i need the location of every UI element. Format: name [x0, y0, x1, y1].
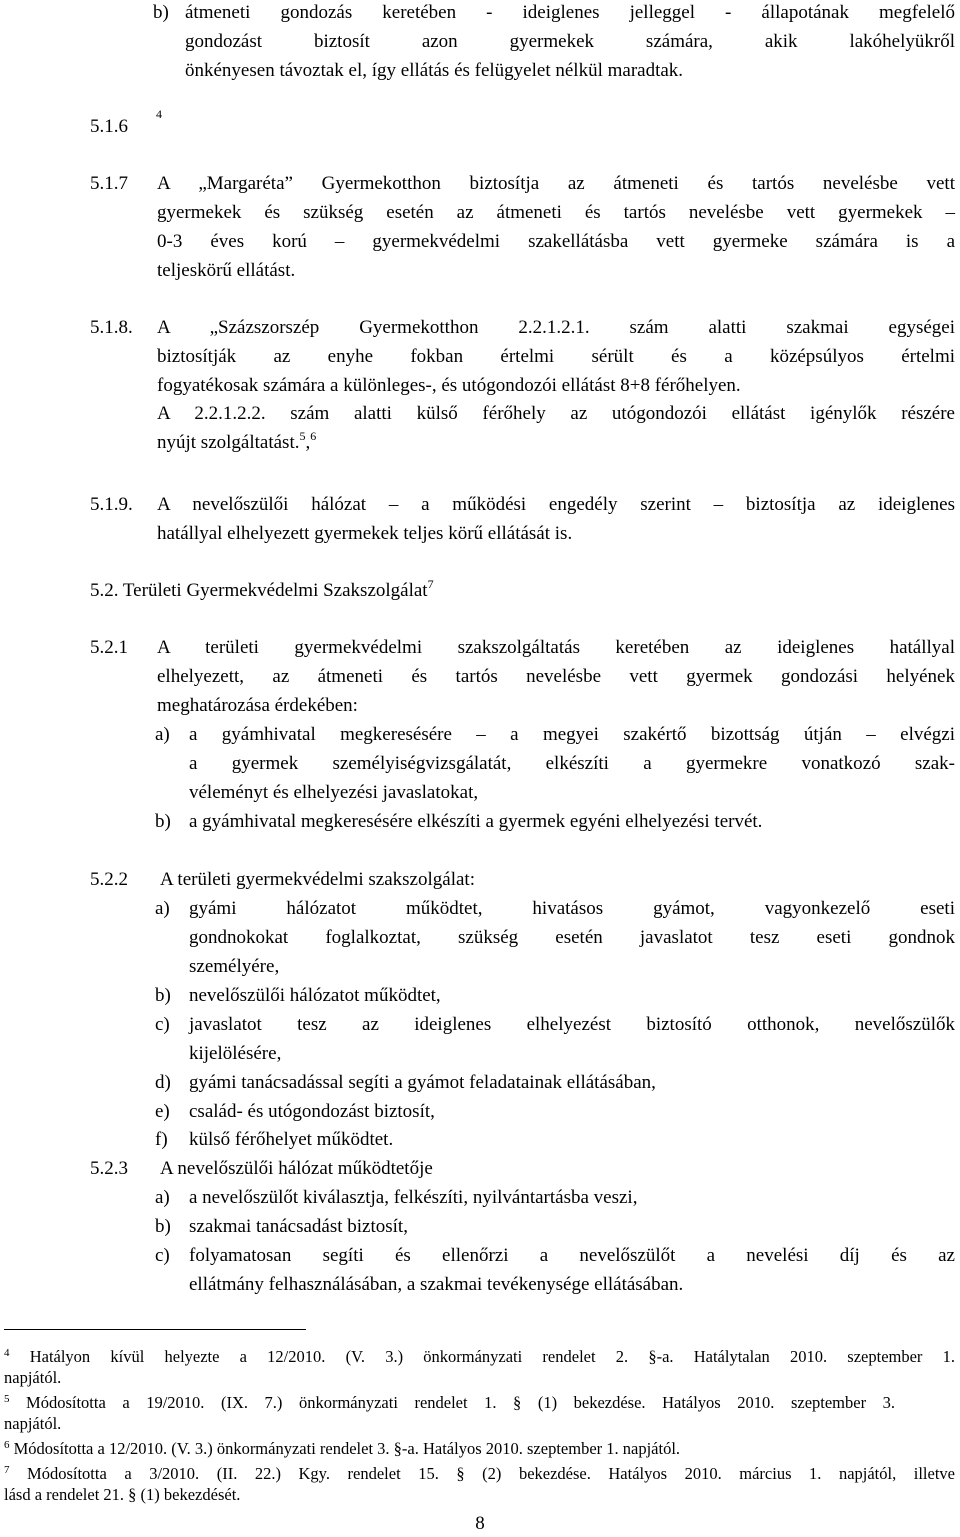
footnote-ref-5: 5	[299, 429, 306, 443]
section-5-2-3-item-c-line-1: folyamatosan segíti és ellenőrzi a nevelőszülőt a nevelési díj és az	[189, 1245, 955, 1266]
section-5-1-8-number: 5.1.8.	[90, 317, 133, 338]
section-5-2-3-item-a-label: a)	[155, 1187, 170, 1208]
section-5-2-2-title: A területi gyermekvédelmi szakszolgálat:	[160, 869, 475, 890]
section-5-2-1-item-a-line-2: a gyermek személyiségvizsgálatát, elkészíti a gyermekre vonatkozó szak-	[189, 753, 955, 774]
section-5-1-8-line-2: biztosítják az enyhe fokban értelmi sérült és a középsúlyos értelmi	[157, 346, 955, 367]
footnote-5-text: Módosította a 19/2010. (IX. 7.) önkormányzati rendelet 1. § (1) bekezdése. Hatályos 2010. szeptember 3.	[26, 1393, 895, 1412]
section-5-2-2-item-a-line-3: személyére,	[189, 956, 280, 977]
section-5-2-2-item-a-label: a)	[155, 898, 170, 919]
item-b-line-2: gondozást biztosít azon gyermekek számára, akik lakóhelyükről	[185, 31, 955, 52]
section-5-2-2-item-c-line-1: javaslatot tesz az ideiglenes elhelyezést biztosító otthonok, nevelőszülők	[189, 1014, 955, 1035]
footnote-6-line-1	[4, 1438, 680, 1459]
section-5-2-3-number: 5.2.3	[90, 1158, 128, 1179]
footnote-ref-6: 6	[310, 429, 317, 443]
section-5-2-3-item-c-line-2: ellátmány felhasználásában, a szakmai tevékenysége ellátásában.	[189, 1274, 684, 1295]
section-5-2-3-item-a-line-1: a nevelőszülőt kiválasztja, felkészíti, nyilvántartásba veszi,	[189, 1187, 638, 1208]
section-5-2-1-item-a-label: a)	[155, 724, 170, 745]
section-5-2-1-line-3: meghatározása érdekében:	[157, 695, 358, 716]
footnote-7-text: Módosította a 3/2010. (II. 22.) Kgy. rendelet 15. § (2) bekezdése. Hatályos 2010. március 1. napjától, illetve	[27, 1464, 955, 1483]
section-5-2-3-item-c-label: c)	[155, 1245, 170, 1266]
item-b-line-1: átmeneti gondozás keretében - ideiglenes jelleggel - állapotának megfelelő	[185, 2, 955, 23]
section-5-2-2-item-b-line-1: nevelőszülői hálózatot működtet,	[189, 985, 441, 1006]
section-5-1-9-line-2: hatállyal elhelyezett gyermekek teljes körű ellátását is.	[157, 523, 573, 544]
footnote-7-line-2: lásd a rendelet 21. § (1) bekezdését.	[4, 1485, 241, 1504]
footnote-separator	[4, 1329, 306, 1330]
footnote-5-line-2: napjától.	[4, 1414, 62, 1433]
section-5-1-7-line-2: gyermekek és szükség esetén az átmeneti és tartós nevelésbe vett gyermekek –	[157, 202, 955, 223]
section-5-1-7-line-1: A „Margaréta” Gyermekotthon biztosítja az átmeneti és tartós nevelésbe vett	[157, 173, 955, 194]
section-5-2-3-item-b-label: b)	[155, 1216, 171, 1237]
section-5-2-2-item-f-line-1: külső férőhelyet működtet.	[189, 1129, 394, 1150]
section-5-2-2-item-c-line-2: kijelölésére,	[189, 1043, 282, 1064]
section-5-2-2-item-d-line-1: gyámi tanácsadással segíti a gyámot feladatainak ellátásában,	[189, 1072, 656, 1093]
section-5-2-2-item-d-label: d)	[155, 1072, 171, 1093]
section-5-1-8-line-3: fogyatékosak számára a különleges-, és utógondozói ellátást 8+8 férőhelyen.	[157, 375, 741, 396]
section-5-1-8-last-text: nyújt szolgáltatást.	[157, 432, 300, 453]
section-5-1-8-line-1: A „Százszorszép Gyermekotthon 2.2.1.2.1. szám alatti szakmai egységei	[157, 317, 955, 338]
section-5-2-2-item-e-label: e)	[155, 1101, 170, 1122]
footnote-4-line-1	[4, 1346, 955, 1367]
footnote-4-number: 4	[4, 1347, 10, 1359]
footnote-4-text: Hatályon kívül helyezte a 12/2010. (V. 3.) önkormányzati rendelet 2. §-a. Hatálytalan 2010. szeptember 1.	[29, 1347, 955, 1366]
section-5-2-1-number: 5.2.1	[90, 637, 128, 658]
section-5-2-2-item-c-label: c)	[155, 1014, 170, 1035]
section-5-1-7-line-4: teljeskörű ellátást.	[157, 260, 296, 281]
item-b-line-3: önkényesen távoztak el, így ellátás és felügyelet nélkül maradtak.	[185, 60, 684, 81]
footnote-7-number: 7	[4, 1464, 10, 1476]
section-5-2-2-item-b-label: b)	[155, 985, 171, 1006]
section-5-2-heading-text: 5.2. Területi Gyermekvédelmi Szakszolgálat	[90, 580, 428, 601]
footnote-5-line-1	[4, 1392, 895, 1413]
footnote-7-line-1	[4, 1463, 955, 1484]
footnote-5-number: 5	[4, 1393, 10, 1405]
footnote-ref-7: 7	[427, 577, 434, 591]
section-5-1-7-line-3: 0-3 éves korú – gyermekvédelmi szakellátásba vett gyermeke számára is a	[157, 231, 955, 252]
item-b-label: b)	[153, 2, 169, 23]
section-5-2-2-item-f-label: f)	[155, 1129, 168, 1150]
footnote-6-text: Módosította a 12/2010. (V. 3.) önkormányzati rendelet 3. §-a. Hatályos 2010. szeptember 1. napjától.	[13, 1439, 681, 1458]
section-5-1-8-line-4: A 2.2.1.2.2. szám alatti külső férőhely az utógondozói ellátást igénylők részére	[157, 403, 955, 424]
page-number: 8	[475, 1513, 485, 1534]
section-5-1-6-ref: 4	[156, 107, 162, 121]
footnote-4-line-2: napjától.	[4, 1368, 62, 1387]
section-5-2-2-item-a-line-2: gondnokokat foglalkoztat, szükség esetén javaslatot tesz eseti gondnok	[189, 927, 955, 948]
section-5-1-9-number: 5.1.9.	[90, 494, 133, 515]
section-5-1-8-line-5	[157, 429, 316, 458]
section-5-1-9-line-1: A nevelőszülői hálózat – a működési engedély szerint – biztosítja az ideiglenes	[157, 494, 955, 515]
section-5-2-2-number: 5.2.2	[90, 869, 128, 890]
section-5-2-1-item-a-line-3: véleményt és elhelyezési javaslatokat,	[189, 782, 479, 803]
footnote-ref-separator: ,	[305, 432, 311, 453]
section-5-2-3-item-b-line-1: szakmai tanácsadást biztosít,	[189, 1216, 408, 1237]
section-5-2-1-item-b-label: b)	[155, 811, 171, 832]
section-5-2-heading	[90, 577, 434, 606]
section-5-1-6-number: 5.1.6	[90, 116, 128, 137]
section-5-2-1-item-a-line-1: a gyámhivatal megkeresésére – a megyei szakértő bizottság útján – elvégzi	[189, 724, 955, 745]
section-5-2-1-item-b-line-1: a gyámhivatal megkeresésére elkészíti a gyermek egyéni elhelyezési tervét.	[189, 811, 763, 832]
section-5-2-1-line-2: elhelyezett, az átmeneti és tartós nevelésbe vett gyermek gondozási helyének	[157, 666, 955, 687]
section-5-2-1-line-1: A területi gyermekvédelmi szakszolgáltatás keretében az ideiglenes hatállyal	[157, 637, 955, 658]
section-5-1-7-number: 5.1.7	[90, 173, 128, 194]
section-5-2-3-title: A nevelőszülői hálózat működtetője	[160, 1158, 433, 1179]
section-5-2-2-item-a-line-1: gyámi hálózatot működtet, hivatásos gyámot, vagyonkezelő eseti	[189, 898, 955, 919]
footnote-6-number: 6	[4, 1439, 10, 1451]
section-5-2-2-item-e-line-1: család- és utógondozást biztosít,	[189, 1101, 435, 1122]
